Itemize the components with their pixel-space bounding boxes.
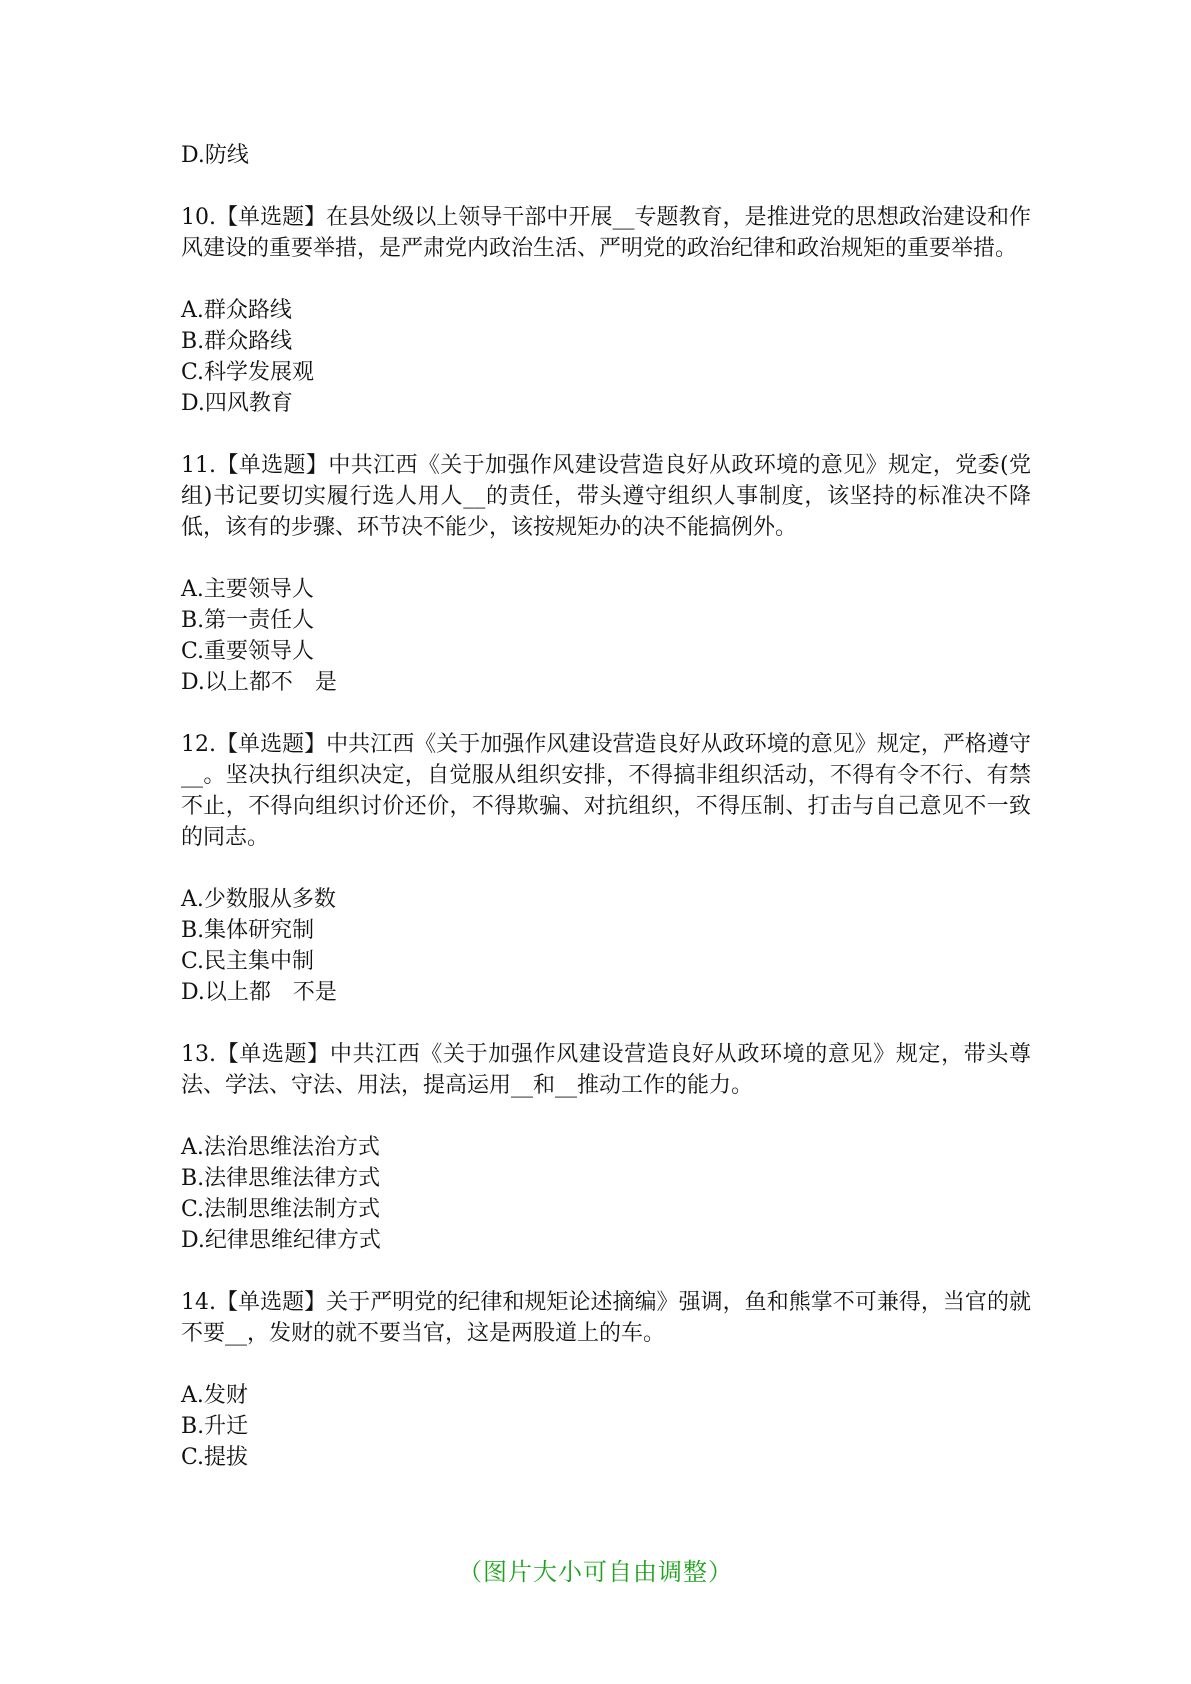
option-d: D.四风教育 [181,391,293,416]
option-a: A.发财 [181,1383,248,1408]
option-b: B.法律思维法律方式 [181,1166,381,1191]
option-c: C.民主集中制 [181,949,315,974]
option-a: A.主要领导人 [181,577,314,602]
question-stem: 11.【单选题】中共江西《关于加强作风建设营造良好从政环境的意见》规定，党委(党组)书记要切实履行选人用人__的责任，带头遵守组织人事制度，该坚持的标准决不降低，该有的步骤、环节决不能少，该按规矩办的决不能搞例外。 [181,453,1031,540]
question-10 [181,202,1031,419]
option-b: B.升迁 [181,1414,249,1439]
option-d: D.纪律思维纪律方式 [181,1228,381,1253]
option-b: B.集体研究制 [181,918,315,943]
question-14 [181,1287,1031,1473]
question-13 [181,1039,1031,1256]
document-body [181,140,1031,1473]
option-a: A.群众路线 [181,298,292,323]
option-a: A.法治思维法治方式 [181,1135,380,1160]
option-a: A.少数服从多数 [181,887,336,912]
option-c: C.科学发展观 [181,360,315,385]
question-stem: 13.【单选题】中共江西《关于加强作风建设营造良好从政环境的意见》规定，带头尊法、学法、守法、用法，提高运用__和__推动工作的能力。 [181,1042,1031,1098]
previous-question-option: D.防线 [181,143,249,168]
question-12 [181,729,1031,1008]
question-11 [181,450,1031,698]
option-d: D.以上都 不是 [181,980,337,1005]
option-b: B.第一责任人 [181,608,315,633]
option-d: D.以上都不 是 [181,670,337,695]
option-b: B.群众路线 [181,329,293,354]
option-c: C.法制思维法制方式 [181,1197,381,1222]
question-stem: 12.【单选题】中共江西《关于加强作风建设营造良好从政环境的意见》规定，严格遵守__。坚决执行组织决定，自觉服从组织安排，不得搞非组织活动，不得有令不行、有禁不止，不得向组织讨价还价，不得欺骗、对抗组织，不得压制、打击与自己意见不一致的同志。 [181,732,1031,850]
question-stem: 14.【单选题】关于严明党的纪律和规矩论述摘编》强调，鱼和熊掌不可兼得，当官的就不要__，发财的就不要当官，这是两股道上的车。 [181,1290,1031,1346]
option-c: C.提拔 [181,1445,249,1470]
image-resize-caption: （图片大小可自由调整） [458,1558,733,1586]
question-stem: 10.【单选题】在县处级以上领导干部中开展__专题教育，是推进党的思想政治建设和作风建设的重要举措，是严肃党内政治生活、严明党的政治纪律和政治规矩的重要举措。 [181,205,1031,261]
option-c: C.重要领导人 [181,639,315,664]
